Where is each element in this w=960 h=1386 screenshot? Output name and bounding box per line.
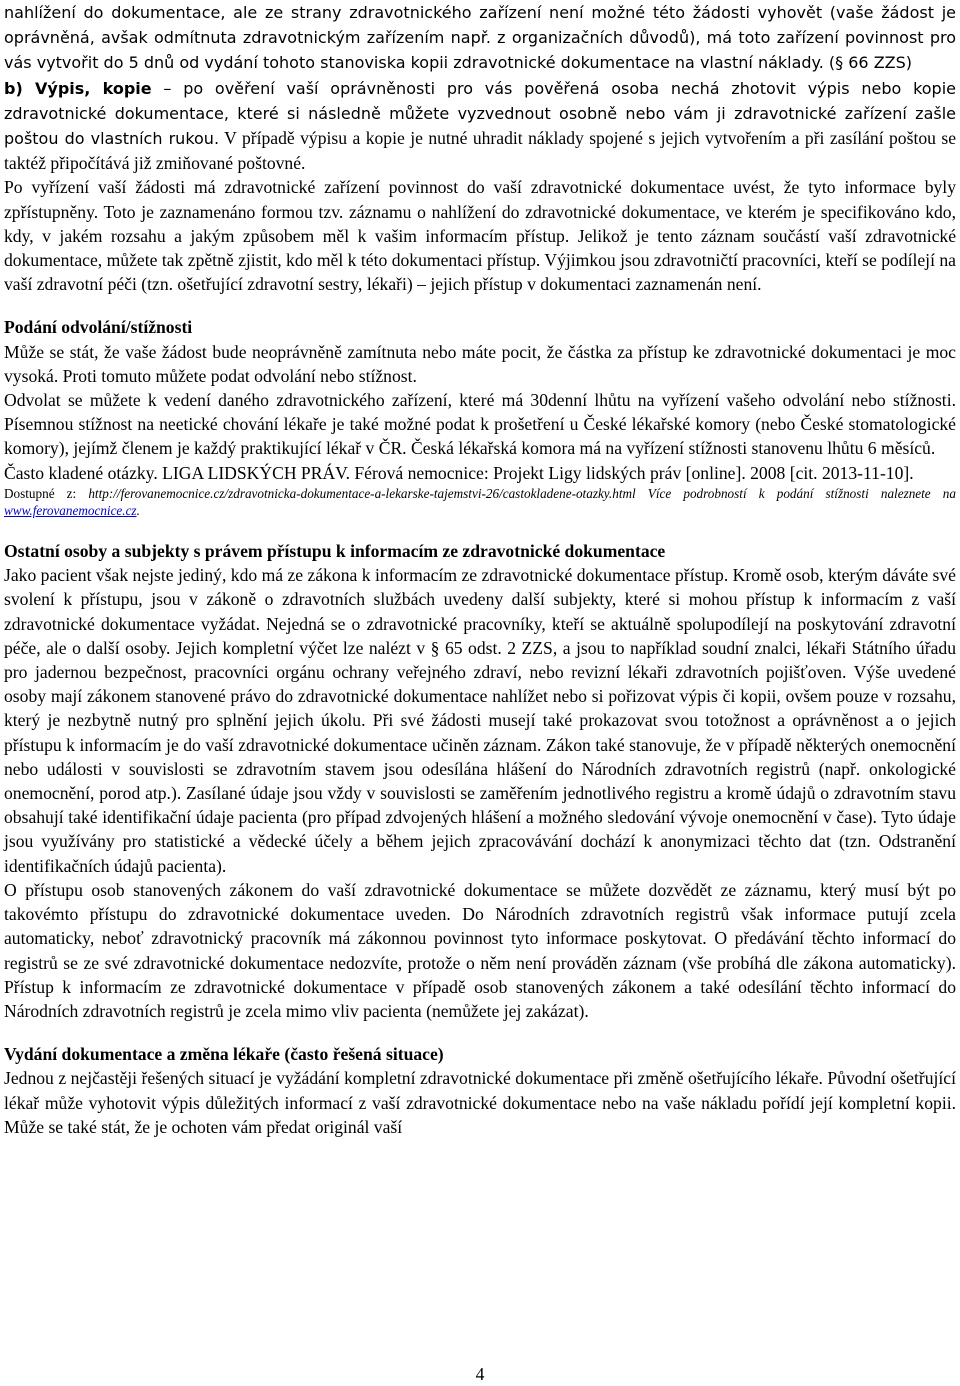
- appeal-paragraph-1: Může se stát, že vaše žádost bude neoprávněně zamítnuta nebo máte pocit, že částka za přístup ke zdravotnické dokumentaci je moc vysoká. Proti tomuto můžete podat odvolání nebo stížnost.: [4, 341, 956, 386]
- item-b-label: b) Výpis, kopie: [4, 78, 152, 98]
- others-paragraph-2: O přístupu osob stanovených zákonem do vaší zdravotnické dokumentace se můžete dozvědět ze záznamu, který musí být po takovémto přístupu do zdravotnické dokumentace uveden. Do Národních zdravotních registrů však informace putují zcela automaticky, neboť zdravotnický pracovník má zákonnou povinnost tyto informace poskytovat. O předávání těchto informací do registrů se ze své zdravotnické dokumentace nedozvíte, protože o něm není prováděn záznam (vše probíhá dle zákona automaticky). Přístup k informacím ze zdravotnické dokumentace v případě osob stanovených zákonem a také odesílání těchto informací do Národních zdravotních registrů je zcela mimo vliv pacienta (nemůžete jej zakázat).: [4, 879, 956, 1021]
- others-paragraph-1: Jako pacient však nejste jediný, kdo má ze zákona k informacím ze zdravotnické dokumentace přístup. Kromě osob, kterým dáváte své svolení k přístupu, jsou v zákoně o zdravotních službách uvedeny další subjekty, které si mohou přístup k informacím z vaší zdravotnické dokumentace vyžádat. Nejedná se o zdravotnické pracovníky, kteří se aktuálně spolupodílejí na poskytování zdravotní péče, ale o další osoby. Jejich kompletní výčet lze nalézt v § 65 odst. 2 ZZS, a jsou to například soudní znalci, lékaři Státního úřadu pro jadernou bezpečnost, pracovníci orgánu ochrany veřejného zdraví, nebo revizní lékaři zdravotních pojišťoven. Výše uvedené osoby mají zákonem stanovené právo do zdravotnické dokumentace nahlížet nebo si pořizovat výpis či kopii, ovšem pouze v rozsahu, který je nezbytně nutný pro splnění jejich úkolu. Při své žádosti musejí také prokazovat svou totožnost a oprávněnost a o jejich přístupu k informacím je do vaší zdravotnické dokumentace učiněn záznam. Zákon také stanovuje, že v případě některých onemocnění nebo události v souvislosti se zdravotním stavem jsou odesílána hlášení do Národních zdravotních registrů (např. onkologické onemocnění, porod atp.). Zasílané údaje jsou vždy v souvislosti se zaměřením jednotlivého registru a kromě údajů o zdravotním stavu obsahují také identifikační údaje pacienta (pro případ zdvojených hlášení a možného sledování vývoje onemocnění v čase). Tyto údaje jsou využívány pro statistické a vědecké účely a během jejich zpracovávání dochází k anonymizaci těchto dat (tzn. Odstranění identifikačních údajů pacienta).: [4, 565, 956, 876]
- item-b-paragraph: [4, 76, 956, 176]
- source-label: Dostupné z:: [4, 485, 77, 501]
- appeal-heading: Podání odvolání/stížnosti: [4, 317, 193, 338]
- others-heading: Ostatní osoby a subjekty s právem přístupu k informacím ze zdravotnické dokumentace: [4, 541, 666, 562]
- change-heading: Vydání dokumentace a změna lékaře (často řešená situace): [4, 1044, 444, 1065]
- citation: Často kladené otázky. LIGA LIDSKÝCH PRÁV. Férová nemocnice: Projekt Ligy lidských práv [online]. 2008 [cit. 2013-11-10].: [4, 462, 914, 483]
- intro-text: nahlížení do dokumentace, ale ze strany zdravotnického zařízení není možné této žádosti vyhovět (vaše žádost je oprávněná, avšak odmítnuta zdravotnickým zařízením např. z organizačních důvodů), má toto zařízení povinnost pro vás vytvořit do 5 dnů od vydání tohoto stanoviska kopii zdravotnické dokumentace na vlastní náklady. (§ 66 ZZS): [4, 3, 956, 73]
- source-note: [4, 485, 956, 520]
- source-end: .: [136, 503, 140, 519]
- source-text: http://ferovanemocnice.cz/zdravotnicka-dokumentace-a-lekarske-tajemstvi-26/castokladene-otazky.html Více podrobností k podání stížnosti naleznete na: [76, 485, 956, 501]
- page-number: 4: [475, 1364, 485, 1384]
- change-paragraph-1: Jednou z nejčastěji řešených situací je vyžádání kompletní zdravotnické dokumentace při změně ošetřujícího lékaře. Původní ošetřující lékař může vyhotovit výpis důležitých informací z vaší zdravotnické dokumentace nebo na vaše nákladu pořídí její kompletní kopii. Může se také stát, že je ochoten vám předat originál vaší: [4, 1068, 956, 1137]
- record-paragraph: Po vyřízení vaší žádosti má zdravotnické zařízení povinnost do vaší zdravotnické dokumentace uvést, že tyto informace byly zpřístupněny. Toto je zaznamenáno formou tzv. záznamu o nahlížení do zdravotnické dokumentace, ve kterém je specifikováno kdo, kdy, v jakém rozsahu a jakým způsobem měl k vašim informacím přístup. Jelikož je tento záznam součástí vaší zdravotnické dokumentace, můžete tak zpětně zjistit, kdo měl k této dokumentaci přístup. Výjimkou jsou zdravotničtí pracovníci, kteří se podílejí na vaší zdravotní péči (tzn. ošetřující zdravotní sestry, lékaři) – jejich přístup v dokumentaci zaznamenán není.: [4, 177, 956, 295]
- item-b-note: V případě výpisu a kopie je nutné uhradit náklady spojené s jejich vytvořením a při zasílání poštou se taktéž připočítává již zmiňované poštovné.: [4, 128, 957, 174]
- appeal-paragraph-2: Odvolat se můžete k vedení daného zdravotnického zařízení, které má 30denní lhůtu na vyřízení vašeho odvolání nebo stížnosti. Písemnou stížnost na neetické chování lékaře je také možné podat k prošetření u České lékařské komory (nebo České stomatologické komory), jejímž členem je každý praktikující lékař v ČR. Česká lékařská komora má na vyřízení stížnosti stanovenu lhůtu 6 měsíců.: [4, 390, 956, 459]
- item-b-text: – po ověření vaší oprávněnosti pro vás pověřená osoba nechá zhotovit výpis nebo kopie zdravotnické dokumentace, které si následně můžete vyzvednout osobně nebo vám ji zdravotnické zařízení zašle poštou do vlastních rukou.: [4, 78, 957, 149]
- intro-paragraph: [4, 0, 956, 76]
- ferovanemocnice-link[interactable]: www.ferovanemocnice.cz: [4, 503, 137, 519]
